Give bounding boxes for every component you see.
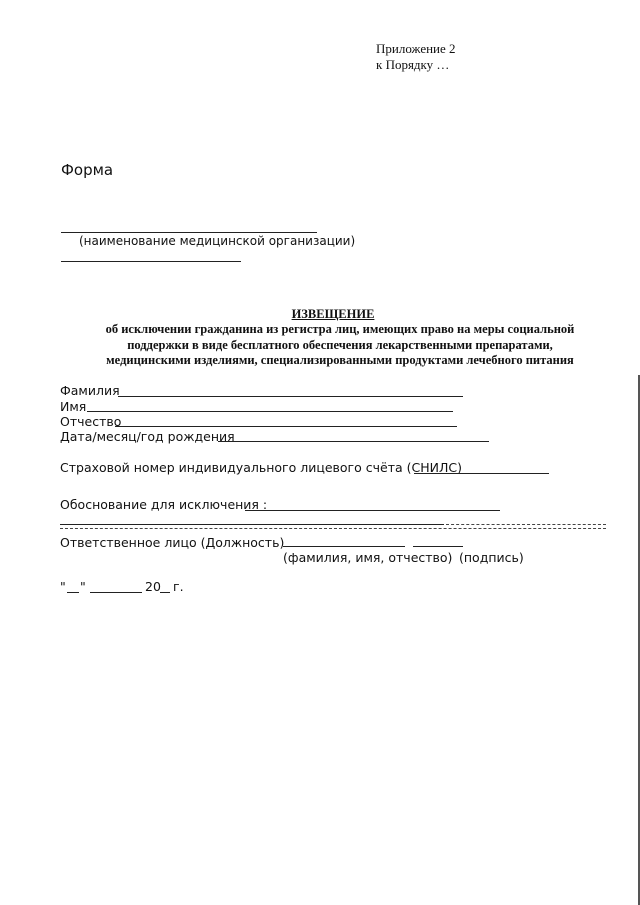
date-quote-close: " [80,579,86,594]
notice-subtitle-line1: об исключении гражданина из регистра лиц, имеющих право на меры социальной [105,322,575,336]
birthdate-field-line[interactable] [218,441,489,442]
form-label: Форма [61,161,114,179]
date-year-suffix: г. [173,579,184,594]
responsible-label: Ответственное лицо (Должность) [60,535,285,550]
snils-field-line[interactable] [414,473,549,474]
org-name-line [61,232,317,233]
birthdate-label: Дата/месяц/год рождения [60,429,235,444]
org-extra-line [61,261,241,262]
surname-label: Фамилия [60,383,120,398]
reason-underline-dashed [60,528,606,529]
reason-continuation-dashed-line [446,524,606,525]
notice-subtitle-line3: медицинскими изделиями, специализированными продуктами лечебного питания [106,353,574,367]
reason-continuation-line[interactable] [60,524,444,525]
name-field-line[interactable] [87,411,453,412]
appendix-reference: к Порядку … [376,57,450,72]
snils-label: Страховой номер индивидуального лицевого счёта (СНИЛС) [60,460,462,475]
patronymic-field-line[interactable] [115,426,457,427]
date-year-prefix: 20 [145,579,161,594]
name-label: Имя [60,399,87,414]
responsible-fio-line[interactable] [283,546,405,547]
date-month-line[interactable] [90,592,142,593]
date-quote-open: " [60,579,66,594]
date-day-line[interactable] [67,592,79,593]
sign-caption: (подпись) [459,550,524,565]
fio-caption: (фамилия, имя, отчество) [283,550,453,565]
reason-label: Обоснование для исключения : [60,497,268,512]
org-caption: (наименование медицинской организации) [79,234,356,248]
surname-field-line[interactable] [118,396,463,397]
notice-title: ИЗВЕЩЕНИЕ [291,307,375,321]
appendix-number: Приложение 2 [376,41,456,56]
responsible-sign-line[interactable] [413,546,463,547]
reason-field-line[interactable] [245,510,500,511]
date-year-line[interactable] [160,592,170,593]
patronymic-label: Отчество [60,414,122,429]
notice-subtitle-line2: поддержки в виде бесплатного обеспечения лекарственными препаратами, [127,338,553,352]
